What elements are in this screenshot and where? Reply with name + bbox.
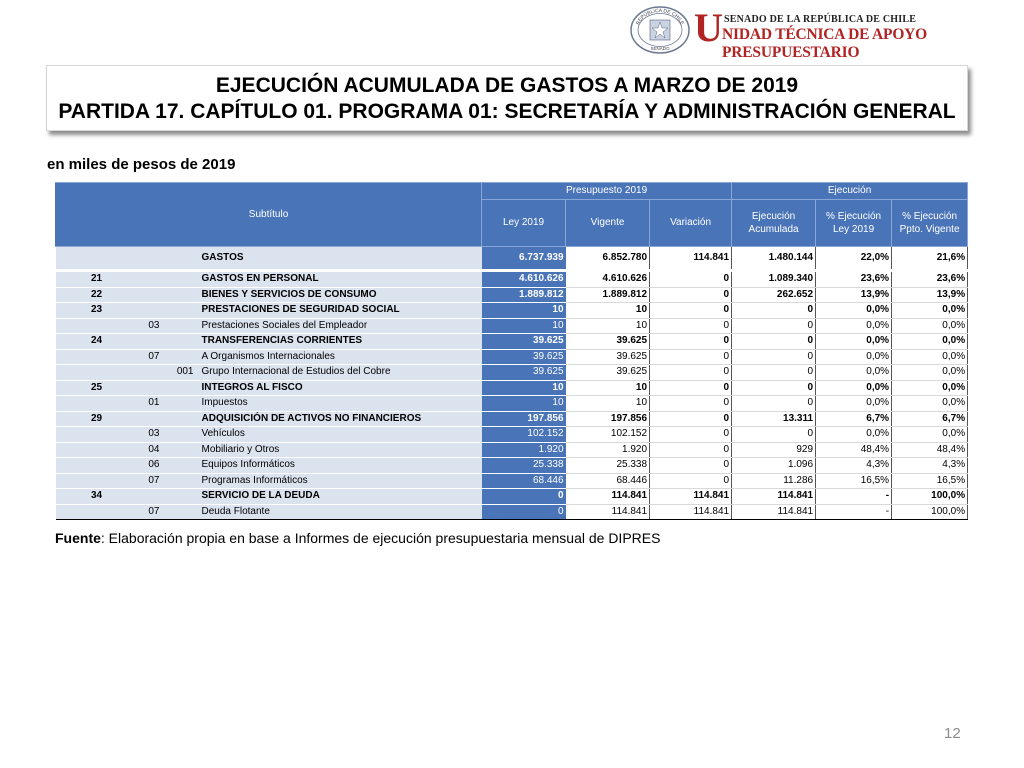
header-ejecucion: Ejecución xyxy=(732,183,968,200)
row-pct-ley: - xyxy=(816,489,892,505)
row-variacion: 0 xyxy=(650,473,732,489)
row-vigente: 10 xyxy=(566,303,650,319)
row-ejecucion-acumulada: 0 xyxy=(732,349,816,365)
row-asignacion xyxy=(168,318,200,334)
row-ley-2019: 39.625 xyxy=(482,365,566,381)
row-subtitulo: 24 xyxy=(56,334,138,350)
row-variacion: 0 xyxy=(650,287,732,303)
row-ejecucion-acumulada: 13.311 xyxy=(732,411,816,427)
row-name: BIENES Y SERVICIOS DE CONSUMO xyxy=(200,287,482,303)
row-vigente: 4.610.626 xyxy=(566,271,650,288)
row-ley-2019: 1.920 xyxy=(482,442,566,458)
table-row xyxy=(56,365,968,381)
row-name: SERVICIO DE LA DEUDA xyxy=(200,489,482,505)
row-name: ADQUISICIÓN DE ACTIVOS NO FINANCIEROS xyxy=(200,411,482,427)
page-number: 12 xyxy=(944,725,961,742)
row-asignacion xyxy=(168,489,200,505)
row-vigente: 68.446 xyxy=(566,473,650,489)
row-pct-vigente: 13,9% xyxy=(892,287,968,303)
header-pct-vigente xyxy=(892,200,968,247)
row-item: 07 xyxy=(138,504,168,520)
row-vigente: 39.625 xyxy=(566,349,650,365)
table-row xyxy=(56,458,968,474)
row-variacion: 0 xyxy=(650,458,732,474)
page-title: EJECUCIÓN ACUMULADA DE GASTOS A MARZO DE 2019 xyxy=(215,74,799,97)
row-pct-ley: 0,0% xyxy=(816,365,892,381)
row-asignacion xyxy=(168,349,200,365)
table-row xyxy=(56,396,968,412)
row-ley-2019: 10 xyxy=(482,396,566,412)
row-subtitulo xyxy=(56,396,138,412)
page-subtitle: PARTIDA 17. CAPÍTULO 01. PROGRAMA 01: SECRETARÍA Y ADMINISTRACIÓN GENERAL xyxy=(58,100,956,123)
row-subtitulo xyxy=(56,247,138,271)
row-asignacion xyxy=(168,303,200,319)
row-subtitulo xyxy=(56,458,138,474)
row-variacion: 0 xyxy=(650,396,732,412)
row-subtitulo: 21 xyxy=(56,271,138,288)
row-item xyxy=(138,489,168,505)
row-ejecucion-acumulada: 262.652 xyxy=(732,287,816,303)
row-item: 07 xyxy=(138,349,168,365)
header-pct-ley xyxy=(816,200,892,247)
row-vigente: 39.625 xyxy=(566,365,650,381)
row-name: Grupo Internacional de Estudios del Cobre xyxy=(200,365,482,381)
table-row xyxy=(56,427,968,443)
row-name: Deuda Flotante xyxy=(200,504,482,520)
table-row xyxy=(56,473,968,489)
row-pct-ley: 0,0% xyxy=(816,349,892,365)
row-ejecucion-acumulada: 1.096 xyxy=(732,458,816,474)
row-pct-vigente: 0,0% xyxy=(892,349,968,365)
row-item: 06 xyxy=(138,458,168,474)
row-item xyxy=(138,365,168,381)
row-variacion: 114.841 xyxy=(650,504,732,520)
row-pct-vigente: 0,0% xyxy=(892,365,968,381)
row-asignacion xyxy=(168,396,200,412)
row-pct-vigente: 0,0% xyxy=(892,380,968,396)
row-variacion: 114.841 xyxy=(650,247,732,271)
budget-table xyxy=(55,182,968,520)
row-pct-vigente: 100,0% xyxy=(892,489,968,505)
row-variacion: 0 xyxy=(650,349,732,365)
row-pct-ley: 13,9% xyxy=(816,287,892,303)
row-subtitulo xyxy=(56,442,138,458)
row-name: Mobiliario y Otros xyxy=(200,442,482,458)
senado-seal-logo xyxy=(630,6,690,54)
row-item: 03 xyxy=(138,318,168,334)
row-vigente: 102.152 xyxy=(566,427,650,443)
row-ejecucion-acumulada: 114.841 xyxy=(732,489,816,505)
row-ley-2019: 10 xyxy=(482,318,566,334)
row-pct-ley: 48,4% xyxy=(816,442,892,458)
row-pct-ley: 4,3% xyxy=(816,458,892,474)
row-pct-vigente: 0,0% xyxy=(892,427,968,443)
row-pct-ley: 0,0% xyxy=(816,334,892,350)
row-variacion: 0 xyxy=(650,271,732,288)
row-ley-2019: 102.152 xyxy=(482,427,566,443)
row-subtitulo xyxy=(56,473,138,489)
row-pct-ley: 0,0% xyxy=(816,396,892,412)
source-text: : Elaboración propia en base a Informes de ejecución presupuestaria mensual de DIPRES xyxy=(100,530,661,546)
row-variacion: 0 xyxy=(650,442,732,458)
row-variacion: 0 xyxy=(650,411,732,427)
header-ejec-acum-l2: Acumulada xyxy=(748,224,799,235)
seal-bottom-text: SENADO xyxy=(650,46,670,51)
row-vigente: 10 xyxy=(566,380,650,396)
row-item xyxy=(138,334,168,350)
row-asignacion: 001 xyxy=(168,365,200,381)
row-pct-ley: - xyxy=(816,504,892,520)
row-ley-2019: 39.625 xyxy=(482,349,566,365)
table-row xyxy=(56,349,968,365)
row-vigente: 25.338 xyxy=(566,458,650,474)
row-vigente: 197.856 xyxy=(566,411,650,427)
row-pct-ley: 6,7% xyxy=(816,411,892,427)
row-ley-2019: 1.889.812 xyxy=(482,287,566,303)
row-ejecucion-acumulada: 0 xyxy=(732,365,816,381)
row-variacion: 0 xyxy=(650,365,732,381)
row-variacion: 114.841 xyxy=(650,489,732,505)
row-ejecucion-acumulada: 0 xyxy=(732,318,816,334)
row-asignacion xyxy=(168,458,200,474)
row-item xyxy=(138,303,168,319)
row-subtitulo: 25 xyxy=(56,380,138,396)
table-row xyxy=(56,411,968,427)
row-pct-vigente: 6,7% xyxy=(892,411,968,427)
row-item xyxy=(138,271,168,288)
title-box xyxy=(46,65,968,131)
row-subtitulo: 29 xyxy=(56,411,138,427)
row-vigente: 1.889.812 xyxy=(566,287,650,303)
row-ley-2019: 6.737.939 xyxy=(482,247,566,271)
row-variacion: 0 xyxy=(650,303,732,319)
row-vigente: 114.841 xyxy=(566,489,650,505)
header-pct-vig-l2: Ppto. Vigente xyxy=(899,224,960,235)
row-item: 04 xyxy=(138,442,168,458)
row-asignacion xyxy=(168,380,200,396)
row-ley-2019: 10 xyxy=(482,303,566,319)
header-subtitulo: Subtítulo xyxy=(56,183,482,247)
row-asignacion xyxy=(168,271,200,288)
table-row xyxy=(56,380,968,396)
row-ejecucion-acumulada: 11.286 xyxy=(732,473,816,489)
table-row xyxy=(56,271,968,288)
table-row xyxy=(56,247,968,271)
row-pct-ley: 23,6% xyxy=(816,271,892,288)
row-subtitulo xyxy=(56,318,138,334)
row-ejecucion-acumulada: 0 xyxy=(732,427,816,443)
row-pct-vigente: 0,0% xyxy=(892,334,968,350)
row-name: Prestaciones Sociales del Empleador xyxy=(200,318,482,334)
row-subtitulo xyxy=(56,504,138,520)
logo-letter-u: U xyxy=(694,5,723,50)
table-row xyxy=(56,504,968,520)
row-subtitulo: 23 xyxy=(56,303,138,319)
units-label: en miles de pesos de 2019 xyxy=(47,156,236,173)
row-name: PRESTACIONES DE SEGURIDAD SOCIAL xyxy=(200,303,482,319)
table-row xyxy=(56,442,968,458)
row-pct-vigente: 21,6% xyxy=(892,247,968,271)
row-subtitulo xyxy=(56,365,138,381)
row-name: A Organismos Internacionales xyxy=(200,349,482,365)
source-note xyxy=(55,530,660,546)
row-pct-ley: 0,0% xyxy=(816,318,892,334)
header-ley: Ley 2019 xyxy=(482,200,566,247)
row-vigente: 1.920 xyxy=(566,442,650,458)
row-name: Programas Informáticos xyxy=(200,473,482,489)
row-asignacion xyxy=(168,504,200,520)
row-pct-vigente: 0,0% xyxy=(892,396,968,412)
row-item: 01 xyxy=(138,396,168,412)
row-ejecucion-acumulada: 0 xyxy=(732,303,816,319)
row-subtitulo: 34 xyxy=(56,489,138,505)
row-ley-2019: 10 xyxy=(482,380,566,396)
row-name: Impuestos xyxy=(200,396,482,412)
row-pct-vigente: 48,4% xyxy=(892,442,968,458)
row-pct-vigente: 4,3% xyxy=(892,458,968,474)
row-ley-2019: 0 xyxy=(482,489,566,505)
row-pct-vigente: 0,0% xyxy=(892,303,968,319)
row-ejecucion-acumulada: 1.089.340 xyxy=(732,271,816,288)
row-ley-2019: 0 xyxy=(482,504,566,520)
row-vigente: 10 xyxy=(566,318,650,334)
source-label: Fuente xyxy=(55,530,101,546)
row-pct-ley: 0,0% xyxy=(816,427,892,443)
row-ejecucion-acumulada: 0 xyxy=(732,380,816,396)
row-pct-ley: 0,0% xyxy=(816,303,892,319)
budget-table-body xyxy=(56,247,968,520)
row-ley-2019: 197.856 xyxy=(482,411,566,427)
table-row xyxy=(56,334,968,350)
row-ley-2019: 68.446 xyxy=(482,473,566,489)
row-item xyxy=(138,411,168,427)
row-subtitulo: 22 xyxy=(56,287,138,303)
row-item xyxy=(138,247,168,271)
table-row xyxy=(56,303,968,319)
row-name: INTEGROS AL FISCO xyxy=(200,380,482,396)
header-variacion: Variación xyxy=(650,200,732,247)
logo-unidad-text: NIDAD TÉCNICA DE APOYO PRESUPUESTARIO xyxy=(722,26,928,61)
row-asignacion xyxy=(168,473,200,489)
header-pct-ley-l1: % Ejecución xyxy=(826,211,882,222)
header-presupuesto: Presupuesto 2019 xyxy=(482,183,732,200)
row-pct-ley: 22,0% xyxy=(816,247,892,271)
row-ejecucion-acumulada: 929 xyxy=(732,442,816,458)
table-row xyxy=(56,489,968,505)
row-item: 03 xyxy=(138,427,168,443)
row-ejecucion-acumulada: 0 xyxy=(732,334,816,350)
row-subtitulo xyxy=(56,427,138,443)
row-ley-2019: 4.610.626 xyxy=(482,271,566,288)
row-pct-ley: 0,0% xyxy=(816,380,892,396)
row-item xyxy=(138,380,168,396)
row-variacion: 0 xyxy=(650,318,732,334)
header-ejec-acum-l1: Ejecución xyxy=(751,211,796,222)
row-vigente: 114.841 xyxy=(566,504,650,520)
row-name: GASTOS EN PERSONAL xyxy=(200,271,482,288)
row-vigente: 6.852.780 xyxy=(566,247,650,271)
row-asignacion xyxy=(168,427,200,443)
table-row xyxy=(56,318,968,334)
row-ejecucion-acumulada: 0 xyxy=(732,396,816,412)
row-name: GASTOS xyxy=(200,247,482,271)
row-ley-2019: 39.625 xyxy=(482,334,566,350)
row-subtitulo xyxy=(56,349,138,365)
row-asignacion xyxy=(168,411,200,427)
row-asignacion xyxy=(168,442,200,458)
header-ejecucion-acumulada xyxy=(732,200,816,247)
row-asignacion xyxy=(168,334,200,350)
row-ley-2019: 25.338 xyxy=(482,458,566,474)
row-item: 07 xyxy=(138,473,168,489)
row-asignacion xyxy=(168,287,200,303)
row-name: TRANSFERENCIAS CORRIENTES xyxy=(200,334,482,350)
row-asignacion xyxy=(168,247,200,271)
row-pct-vigente: 0,0% xyxy=(892,318,968,334)
row-pct-vigente: 23,6% xyxy=(892,271,968,288)
row-pct-vigente: 16,5% xyxy=(892,473,968,489)
row-ejecucion-acumulada: 1.480.144 xyxy=(732,247,816,271)
header-vigente: Vigente xyxy=(566,200,650,247)
row-variacion: 0 xyxy=(650,380,732,396)
row-name: Equipos Informáticos xyxy=(200,458,482,474)
row-variacion: 0 xyxy=(650,334,732,350)
row-variacion: 0 xyxy=(650,427,732,443)
seal-text: REPÚBLICA DE CHILE xyxy=(635,7,685,26)
logo-senado-text: SENADO DE LA REPÚBLICA DE CHILE xyxy=(724,14,917,25)
header-pct-vig-l1: % Ejecución xyxy=(902,211,958,222)
row-item xyxy=(138,287,168,303)
row-pct-vigente: 100,0% xyxy=(892,504,968,520)
row-ejecucion-acumulada: 114.841 xyxy=(732,504,816,520)
table-row xyxy=(56,287,968,303)
row-name: Vehículos xyxy=(200,427,482,443)
header-pct-ley-l2: Ley 2019 xyxy=(832,224,875,235)
row-vigente: 10 xyxy=(566,396,650,412)
row-vigente: 39.625 xyxy=(566,334,650,350)
row-pct-ley: 16,5% xyxy=(816,473,892,489)
